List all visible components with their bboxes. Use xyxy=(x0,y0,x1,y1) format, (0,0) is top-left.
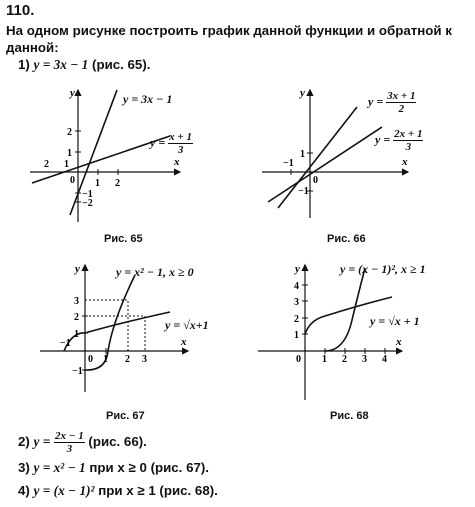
fig67-axis-y-label: y xyxy=(75,263,80,275)
fig65-tick-ym2: −2 xyxy=(82,198,93,209)
fig67-tick-y3: 3 xyxy=(74,296,79,307)
fig67-tick-x2: 2 xyxy=(125,354,130,365)
figure-68 xyxy=(258,265,402,400)
item-2-num: 2x − 1 xyxy=(55,430,84,442)
fig66-label-a-fraction xyxy=(386,90,416,115)
fig67-tick-origin: 0 xyxy=(88,354,93,365)
fig65-label-inverse-lhs: y = xyxy=(150,135,166,150)
fig65-tick-x-neg1: 1 xyxy=(64,159,69,170)
item-2-prefix: 2) xyxy=(18,434,30,450)
fig66-tick-origin: 0 xyxy=(313,175,318,186)
fig67-label-parabola: y = x² − 1, x ≥ 0 xyxy=(116,265,194,279)
item-2-ref: (рис. 66). xyxy=(88,434,147,450)
item-2 xyxy=(18,430,147,455)
fig65-axis-y-label: y xyxy=(70,87,75,99)
fig66-label-a-lhs: y = xyxy=(368,94,384,109)
fig66-caption: Рис. 66 xyxy=(327,233,366,245)
fig66-label-a-num: 3x + 1 xyxy=(387,90,416,102)
fig68-caption: Рис. 68 xyxy=(330,410,369,422)
item-1-formula: y = 3x − 1 xyxy=(33,57,89,72)
problem-statement: На одном рисунке построить график данной функции и обратной к данной: xyxy=(6,23,452,55)
fig66-tick-y1: 1 xyxy=(300,149,305,160)
fig66-tick-xm1: −1 xyxy=(283,158,294,169)
fig65-label-inverse-den: 3 xyxy=(177,144,184,156)
fig68-tick-y1: 1 xyxy=(294,330,299,341)
fig66-axis-x-label: x xyxy=(402,156,408,168)
item-2-fraction xyxy=(54,430,85,455)
fig68-label-sqrt: y = √x + 1 xyxy=(370,314,420,328)
fig68-axis-y-label: y xyxy=(295,263,300,275)
fig65-label-inverse-num: x + 1 xyxy=(169,131,192,143)
fig67-tick-ym1: −1 xyxy=(72,366,83,377)
item-1-ref: (рис. 65). xyxy=(92,57,151,72)
item-4-prefix: 4) xyxy=(18,483,30,498)
fig68-tick-y2: 2 xyxy=(294,314,299,325)
fig67-tick-xm1: −1 xyxy=(60,338,71,349)
fig65-caption: Рис. 65 xyxy=(104,233,143,245)
item-3-cond: при x ≥ 0 xyxy=(89,460,147,475)
fig68-tick-y4: 4 xyxy=(294,281,299,292)
fig66-label-b-fraction xyxy=(393,128,423,153)
fig66-axis-y-label: y xyxy=(300,87,305,99)
fig68-tick-x4: 4 xyxy=(382,354,387,365)
item-3 xyxy=(18,460,209,476)
fig66-label-a-den: 2 xyxy=(398,103,405,115)
item-3-ref: (рис. 67). xyxy=(150,460,209,475)
fig68-label-parabola: y = (x − 1)², x ≥ 1 xyxy=(340,262,426,276)
fig65-tick-y2: 2 xyxy=(67,127,72,138)
fig66-label-b-den: 3 xyxy=(405,141,412,153)
fig65-axis-x-label: x xyxy=(174,156,180,168)
item-4-cond: при x ≥ 1 xyxy=(98,483,156,498)
fig65-label-inverse-fraction xyxy=(168,131,193,156)
item-1-prefix: 1) xyxy=(18,57,30,72)
item-3-formula: y = x² − 1 xyxy=(33,460,86,475)
fig66-label-b-lhs: y = xyxy=(375,132,391,147)
fig65-tick-origin: 0 xyxy=(70,175,75,186)
fig65-tick-x-neg2: 2 xyxy=(44,159,49,170)
fig67-tick-x1: 1 xyxy=(103,354,108,365)
fig67-tick-x3: 3 xyxy=(142,354,147,365)
item-3-prefix: 3) xyxy=(18,460,30,475)
item-2-lhs: y = xyxy=(33,434,51,450)
fig68-tick-x1: 1 xyxy=(322,354,327,365)
fig65-tick-ym1: −1 xyxy=(82,189,93,200)
fig65-tick-x1: 1 xyxy=(95,178,100,189)
item-4-formula: y = (x − 1)² xyxy=(33,483,95,498)
fig66-label-a xyxy=(368,90,416,115)
fig66-tick-ym1: −1 xyxy=(298,186,309,197)
fig67-tick-y2: 2 xyxy=(74,312,79,323)
fig68-axis-x-label: x xyxy=(396,336,402,348)
figure-65 xyxy=(30,90,180,222)
fig68-tick-y3: 3 xyxy=(294,297,299,308)
fig67-axis-x-label: x xyxy=(181,336,187,348)
fig65-label-inverse xyxy=(150,131,193,156)
fig68-tick-x2: 2 xyxy=(342,354,347,365)
fig65-tick-y1: 1 xyxy=(67,148,72,159)
fig67-label-sqrt: y = √x+1 xyxy=(165,318,209,332)
fig67-caption: Рис. 67 xyxy=(106,410,145,422)
fig68-tick-x3: 3 xyxy=(362,354,367,365)
fig66-label-b xyxy=(375,128,423,153)
problem-number: 110. xyxy=(6,2,35,19)
fig65-tick-x2: 2 xyxy=(115,178,120,189)
fig68-tick-origin: 0 xyxy=(296,354,301,365)
item-4 xyxy=(18,483,218,499)
item-4-ref: (рис. 68). xyxy=(159,483,218,498)
fig65-label-line: y = 3x − 1 xyxy=(123,92,173,106)
item-2-den: 3 xyxy=(66,443,73,455)
fig66-label-b-num: 2x + 1 xyxy=(394,128,423,140)
fig67-tick-y1: 1 xyxy=(74,329,79,340)
